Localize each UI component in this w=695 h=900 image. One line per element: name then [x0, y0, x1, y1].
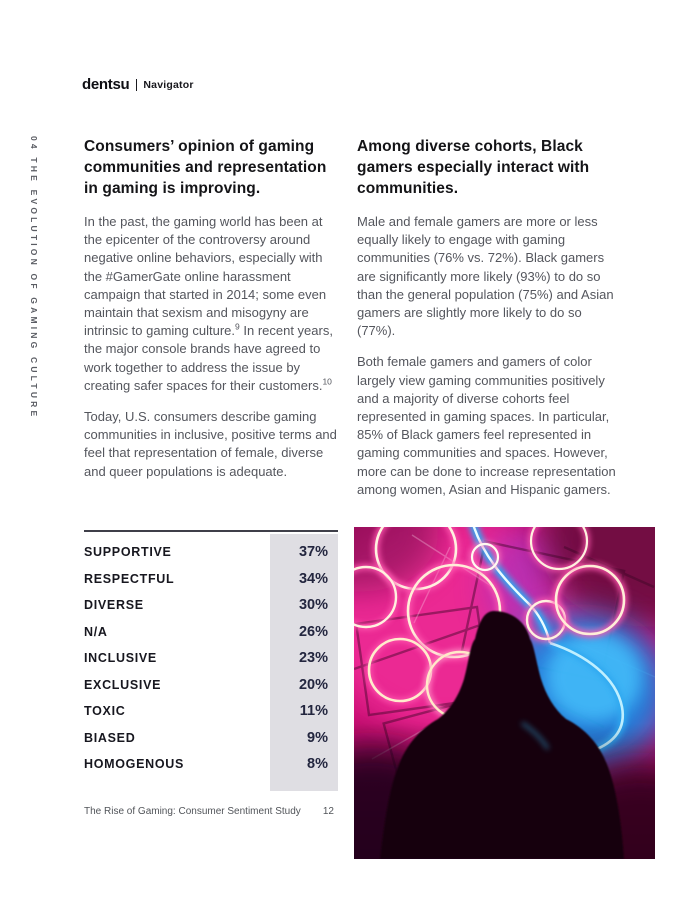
table-row [84, 619, 338, 646]
row-value: 34% [298, 570, 328, 587]
left-column [84, 136, 342, 494]
page-number: 12 [322, 806, 334, 817]
table-row [84, 539, 338, 566]
row-label: TOXIC [84, 704, 126, 719]
table-row [84, 645, 338, 672]
row-value: 9% [307, 729, 328, 746]
chapter-vertical-label: 04 THE EVOLUTION OF GAMING CULTURE [29, 136, 39, 420]
row-value: 11% [299, 703, 328, 720]
table-row [84, 592, 338, 619]
brand-logo [82, 76, 194, 93]
row-value: 8% [307, 756, 328, 773]
right-paragraph-2: Both female gamers and gamers of color largely view gaming communities positively and a majority of diverse cohorts feel represented in gaming spaces. In particular, 85% of Black gamers feel represented in gaming communities and spaces. However, more can be done to increase representation among women, Asian and Hispanic gamers. [357, 354, 616, 497]
row-label: RESPECTFUL [84, 571, 175, 586]
left-paragraph-1: In the past, the gaming world has been at the epicenter of the controversy around negative online behaviors, especially with the #GamerGate online harassment campaign that started in 2014; some even maintain that sexism and misogyny are intrinsic to gaming culture.$^9$ In recent years, the major console brands have agreed to work together to address the issue by creating safer spaces for their customers.$^{10}$ [84, 214, 333, 393]
row-value: 23% [298, 650, 328, 667]
footer-title: The Rise of Gaming: Consumer Sentiment Study [84, 806, 301, 817]
table-row [84, 566, 338, 593]
left-heading: Consumers’ opinion of gaming communities and representation in gaming is improving. [84, 138, 327, 197]
footnote-ref-10: 10 [322, 376, 332, 387]
right-heading: Among diverse cohorts, Black gamers especially interact with communities. [357, 138, 590, 197]
row-value: 26% [298, 623, 328, 640]
page-footer [84, 806, 338, 817]
row-label: EXCLUSIVE [84, 677, 162, 692]
table-row [84, 672, 338, 699]
neon-photo-illustration [354, 527, 655, 859]
row-label: HOMOGENOUS [84, 757, 185, 772]
table-row [84, 751, 338, 778]
table-row [84, 725, 338, 752]
row-label: SUPPORTIVE [84, 545, 172, 560]
right-column [357, 136, 623, 512]
row-label: INCLUSIVE [84, 651, 157, 666]
neon-gamer-photo [354, 527, 655, 859]
sentiment-table [84, 530, 338, 778]
row-value: 30% [298, 597, 328, 614]
row-value: 20% [298, 676, 328, 693]
footnote-ref-9: 9 [235, 321, 240, 332]
dentsu-logotype: dentsu [82, 76, 130, 93]
logo-divider [136, 79, 137, 91]
left-paragraph-2: Today, U.S. consumers describe gaming communities in inclusive, positive terms and feel that representation of female, diverse and queer populations is adequate. [84, 409, 337, 479]
row-label: DIVERSE [84, 598, 144, 613]
row-value: 37% [298, 544, 328, 561]
row-label: N/A [84, 624, 108, 639]
table-row [84, 698, 338, 725]
product-name: Navigator [143, 78, 194, 91]
right-paragraph-1: Male and female gamers are more or less equally likely to engage with gaming communities (76% vs. 72%). Black gamers are significantly more likely (93%) to do so than the general population (75%) and Asian gamers are slightly more likely to do so (77%). [357, 214, 614, 339]
row-label: BIASED [84, 730, 136, 745]
